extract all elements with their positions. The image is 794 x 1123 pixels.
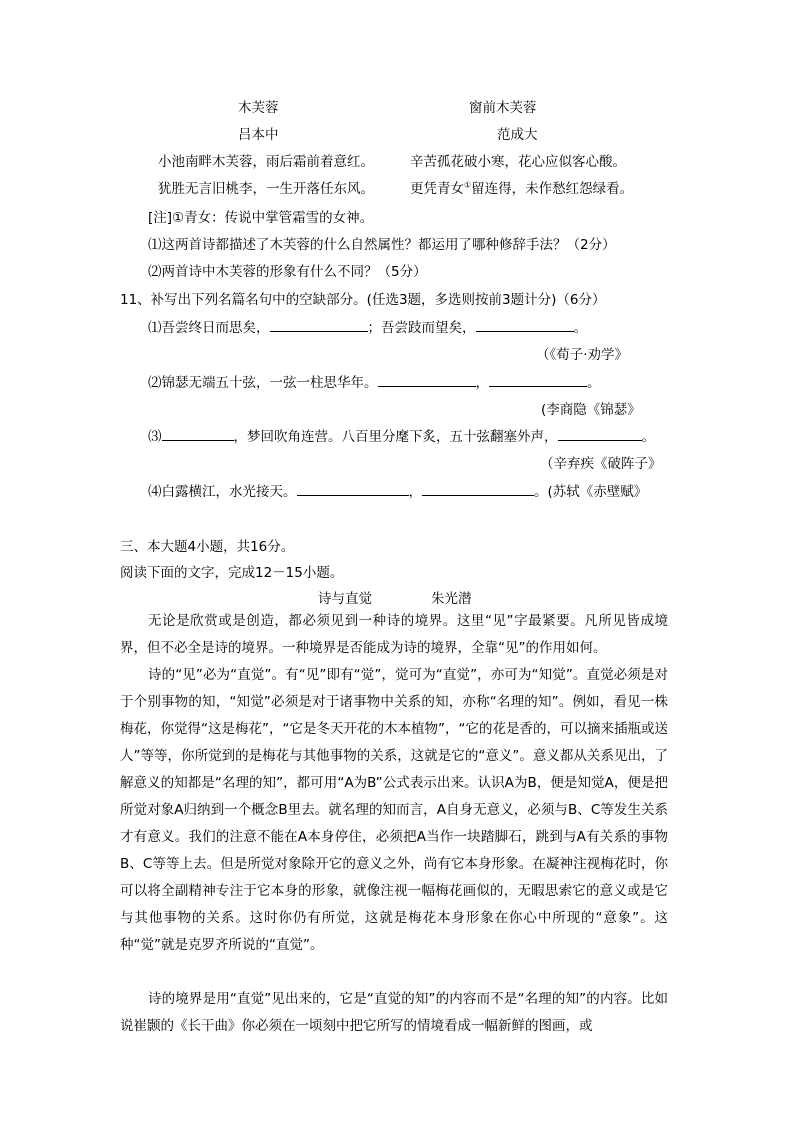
q11-item-4 [148,480,647,500]
poem-left-author: 吕本中 [238,127,279,143]
article-author: 朱光潜 [431,591,472,607]
footnote-marker: ① [464,180,472,190]
poem-question-2: ⑵两首诗中木芙蓉的形象有什么不同？（5分） [148,264,427,280]
q11-item-3-source: （辛弃疾《破阵子》 [540,456,662,472]
answer-blank[interactable] [270,317,368,332]
poem-right-line-2-start: 更凭青女 [410,181,464,197]
answer-blank[interactable] [422,481,534,496]
poem-right-line-1: 辛苦孤花破小寒，花心应似客心酸。 [410,154,626,170]
q11-item-1-text-a: ⑴吾尝终日而思矣， [148,320,270,336]
answer-blank[interactable] [162,426,234,441]
q11-item-1-text-b: ；吾尝跂而望矣， [367,320,476,336]
q11-item-3-text-a: ⑶ [148,429,162,445]
answer-blank[interactable] [476,317,574,332]
poem-right-line-2-end: 留连得，未作愁红怨绿看。 [471,181,634,197]
section-3-heading: 三、本大题4小题，共16分。 [120,539,295,555]
q11-item-1 [148,316,587,336]
poem-right-title: 窗前木芙蓉 [469,100,537,116]
q11-item-2-text-b: ， [475,375,489,391]
q11-item-2-source: (李商隐《锦瑟》 [541,402,641,418]
article-paragraph-3: 诗的境界是用“直觉”见出来的，它是“直觉的知”的内容而不是“名理的知”的内容。比如说崔颢的《长干曲》你必须在一顷刻中把它所写的情境看成一幅新鲜的图画，或 [120,991,668,1034]
poem-question-1: ⑴这两首诗都描述了木芙蓉的什么自然属性？都运用了哪种修辞手法？（2分） [148,237,616,253]
poem-left-line-2: 犹胜无言旧桃李，一生开落任东风。 [158,181,374,197]
q11-item-3-text-b: ，梦回吹角连营。八百里分麾下炙，五十弦翻塞外声， [233,429,558,445]
q11-item-3-text-c: 。 [641,429,655,445]
q11-item-4-text-a: ⑷白露横江，水光接天。 [148,484,297,500]
section-3-instruction: 阅读下面的文字，完成12－15小题。 [120,565,344,581]
q11-item-2-text-a: ⑵锦瑟无端五十弦，一弦一柱思华年。 [148,375,378,391]
q11-item-1-text-c: 。 [573,320,587,336]
poem-note: [注]①青女：传说中掌管霜雪的女神。 [148,210,374,226]
answer-blank[interactable] [378,372,476,387]
poem-left-line-1: 小池南畔木芙蓉，雨后霜前着意红。 [158,154,374,170]
q11-item-1-source: （《荀子·劝学》 [536,347,629,363]
q11-item-2 [148,371,601,391]
answer-blank[interactable] [489,372,587,387]
answer-blank[interactable] [297,481,409,496]
poem-right-line-2 [410,177,633,197]
poem-right-author: 范成大 [497,127,538,143]
q11-item-3 [148,425,655,445]
article-paragraph-1: 无论是欣赏或是创造，都必须见到一种诗的境界。这里“见”字最紧要。凡所见皆成境界，但不必全是诗的境界。一种境界是否能成为诗的境界，全靠“见”的作用如何。 [120,613,668,656]
q11-heading: 11、补写出下列名篇名句中的空缺部分。(任选3题，多选则按前3题计分)（6分） [120,292,606,308]
article-title: 诗与直觉 [318,591,372,607]
q11-item-4-text-c: 。(苏轼《赤壁赋》 [534,484,648,500]
answer-blank[interactable] [558,426,642,441]
q11-item-2-text-c: 。 [587,375,601,391]
poem-left-title: 木芙蓉 [238,100,279,116]
q11-item-4-text-b: ， [408,484,422,500]
article-paragraph-2: 诗的“见”必为“直觉”。有“见”即有“觉”，觉可为“直觉”，亦可为“知觉”。直觉必须是对于个别事物的知，“知觉”必须是对于诸事物中关系的知，亦称“名理的知”。例如，看见一株梅花，你觉得“这是梅花”，“它是冬天开花的木本植物”，“它的花是香的，可以摘来插瓶或送人”等等，你所觉到的是梅花与其他事物的关系，这就是它的“意义”。意义都从关系见出，了解意义的知都是“名理的知”，都可用“A为B”公式表示出来。认识A为B，便是知觉A，便是把所觉对象A归纳到一个概念B里去。就名理的知而言，A自身无意义，必须与B、C等发生关系才有意义。我们的注意不能在A本身停住，必须把A当作一块踏脚石，跳到与A有关系的事物B、C等等上去。但是所觉对象除开它的意义之外，尚有它本身形象。在凝神注视梅花时，你可以将全副精神专注于它本身的形象，就像注视一幅梅花画似的，无暇思索它的意义或是它与其他事物的关系。这时你仍有所觉，这就是梅花本身形象在你心中所现的“意象”。这种“觉”就是克罗齐所说的“直觉”。 [120,667,668,953]
